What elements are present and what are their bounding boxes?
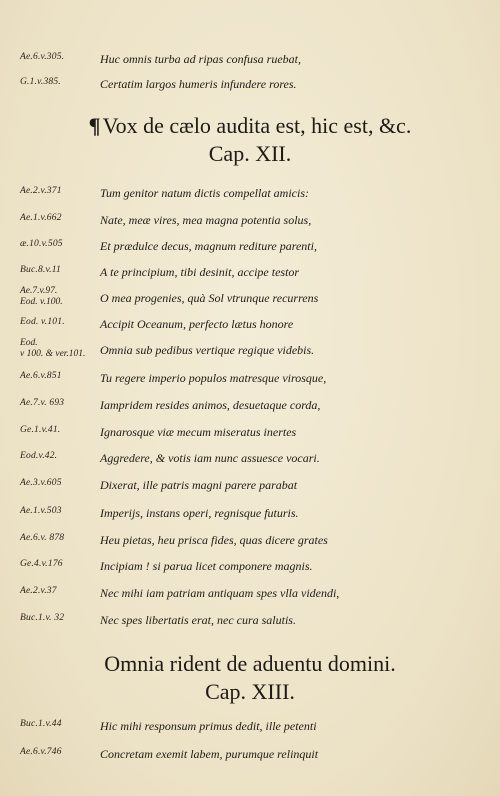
verse-line — [0, 580, 500, 606]
verse-reference: Eod.v.42. — [20, 451, 58, 461]
verse-reference: Ae.3.v.605 — [20, 478, 62, 488]
verse-line — [0, 285, 500, 311]
verse-line — [0, 419, 500, 445]
verse-reference: Eod. v.101. — [20, 317, 65, 327]
verse-reference: Eod. v 100. & ver.101. — [20, 338, 86, 359]
verse-text: Nec mihi iam patriam antiquam spes vlla videndi, — [100, 586, 340, 600]
verse-line — [0, 553, 500, 579]
section-heading: Omnia rident de aduentu domini. — [104, 651, 396, 676]
chapter-label: Cap. XII. — [208, 141, 292, 166]
verse-text: Ignarosque viæ mecum miseratus inertes — [100, 425, 297, 439]
verse-text: Concretam exemit labem, purumque relinquit — [100, 747, 319, 761]
verse-reference: Buc.1.v. 32 — [20, 613, 65, 623]
verse-text: Certatim largos humeris infundere rores. — [100, 77, 297, 91]
verse-line — [0, 713, 500, 739]
verse-line — [0, 337, 500, 363]
verse-text: Aggredere, & votis iam nunc assuesce vocari. — [100, 451, 320, 465]
verse-reference: Buc.8.v.11 — [20, 265, 61, 275]
verse-text: Hic mihi responsum primus dedit, ille petenti — [100, 719, 317, 733]
verse-reference: Ae.6.v.305. — [20, 52, 65, 62]
verse-reference: Ae.1.v.662 — [20, 213, 62, 223]
pilcrow-mark: ¶ — [88, 113, 101, 138]
verse-text: Heu pietas, heu prisca fides, quas dicere grates — [100, 533, 328, 547]
verse-line — [0, 607, 500, 633]
verse-line — [0, 311, 500, 337]
verse-line — [0, 741, 500, 767]
verse-line — [0, 445, 500, 471]
verse-text: Accipit Oceanum, perfecto lætus honore — [100, 317, 294, 331]
verse-text: Nec spes libertatis erat, nec cura salutis. — [100, 613, 296, 627]
verse-line — [0, 472, 500, 498]
verse-line — [0, 46, 500, 72]
verse-text: Omnia sub pedibus vertique regique videbis. — [100, 343, 315, 357]
verse-reference: Ae.2.v.37 — [20, 586, 57, 596]
verse-line — [0, 527, 500, 553]
verse-line — [0, 207, 500, 233]
verse-text: Nate, meæ vires, mea magna potentia solus, — [100, 213, 312, 227]
verse-reference: Ae.7.v.97. Eod. v.100. — [20, 286, 63, 307]
section-heading — [0, 112, 500, 140]
verse-line — [0, 500, 500, 526]
verse-text: Huc omnis turba ad ripas confusa ruebat, — [100, 52, 301, 66]
verse-line — [0, 233, 500, 259]
verse-line — [0, 392, 500, 418]
section-title: Vox de cælo audita est, hic est, &c. — [102, 113, 412, 138]
verse-line — [0, 365, 500, 391]
verse-reference: Ae.6.v.746 — [20, 747, 62, 757]
verse-reference: G.1.v.385. — [20, 77, 61, 87]
verse-text: Et prædulce decus, magnum rediture parenti, — [100, 239, 317, 253]
verse-text: A te principium, tibi desinit, accipe testor — [100, 265, 300, 279]
verse-text: Imperijs, instans operi, regnisque futuris. — [100, 506, 299, 520]
verse-reference: Ae.6.v. 878 — [20, 533, 65, 543]
verse-line — [0, 71, 500, 97]
verse-text: Tum genitor natum dictis compellat amicis: — [100, 186, 309, 200]
verse-reference: Buc.1.v.44 — [20, 719, 62, 729]
verse-reference: Ge.4.v.176 — [20, 559, 63, 569]
verse-reference: æ.10.v.505 — [20, 239, 63, 249]
verse-reference: Ae.7.v. 693 — [20, 398, 65, 408]
verse-reference: Ae.6.v.851 — [20, 371, 62, 381]
verse-text: Iampridem resides animos, desuetaque corda, — [100, 398, 321, 412]
verse-line — [0, 180, 500, 206]
verse-text: O mea progenies, quà Sol vtrunque recurrens — [100, 291, 319, 305]
verse-reference: Ae.1.v.503 — [20, 506, 62, 516]
verse-text: Incipiam ! si parua licet componere magnis. — [100, 559, 313, 573]
verse-text: Tu regere imperio populos matresque virosque, — [100, 371, 327, 385]
chapter-label: Cap. XIII. — [205, 679, 295, 704]
verse-line — [0, 259, 500, 285]
verse-reference: Ae.2.v.371 — [20, 186, 62, 196]
verse-reference: Ge.1.v.41. — [20, 425, 61, 435]
verse-text: Dixerat, ille patris magni parere parabat — [100, 478, 298, 492]
